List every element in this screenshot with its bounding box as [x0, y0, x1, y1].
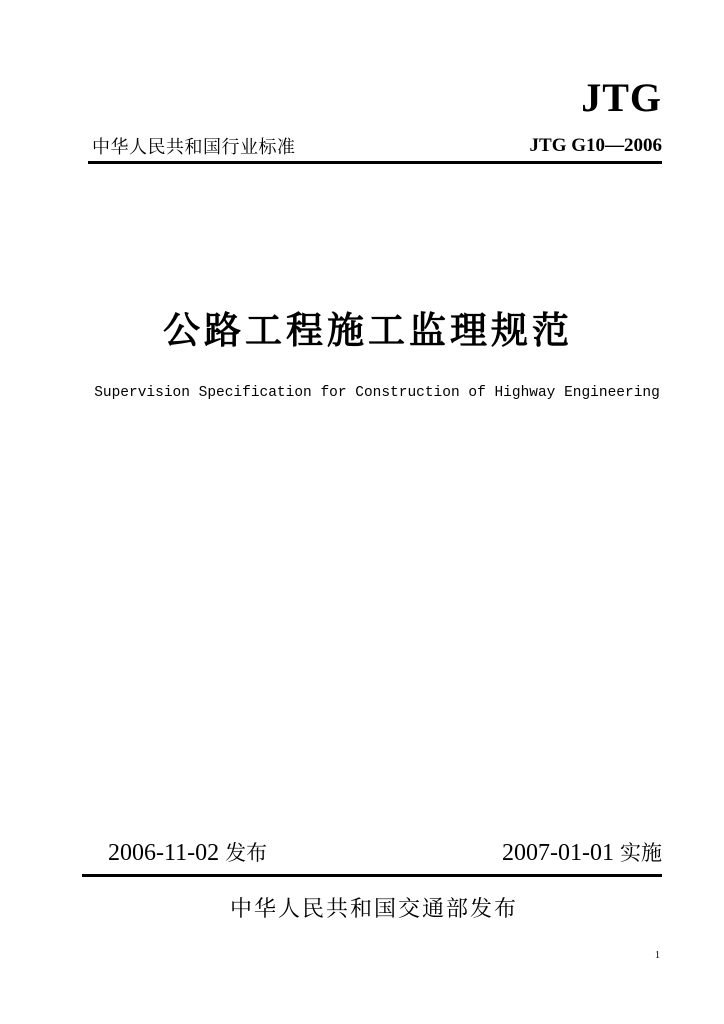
effective-date-group — [502, 837, 662, 867]
document-title: 公路工程施工监理规范 — [163, 308, 573, 352]
page-number: 1 — [655, 950, 660, 961]
dates-row — [108, 834, 662, 870]
header-row — [92, 131, 662, 161]
document-subtitle-english: Supervision Specification for Construction of Highway Engineering — [94, 385, 660, 401]
issued-date: 2006-11-02 — [108, 840, 220, 866]
standard-category: 中华人民共和国行业标准 — [92, 137, 296, 158]
issued-date-group — [108, 837, 267, 867]
standard-logo: JTG — [581, 75, 662, 120]
effective-label: 实施 — [620, 841, 662, 865]
footer-divider — [82, 874, 662, 877]
header-divider — [88, 161, 662, 164]
publisher: 中华人民共和国交通部发布 — [229, 897, 518, 922]
issued-label: 发布 — [225, 841, 268, 865]
effective-date: 2007-01-01 — [502, 840, 614, 866]
standard-code: JTG G10—2006 — [529, 135, 662, 156]
